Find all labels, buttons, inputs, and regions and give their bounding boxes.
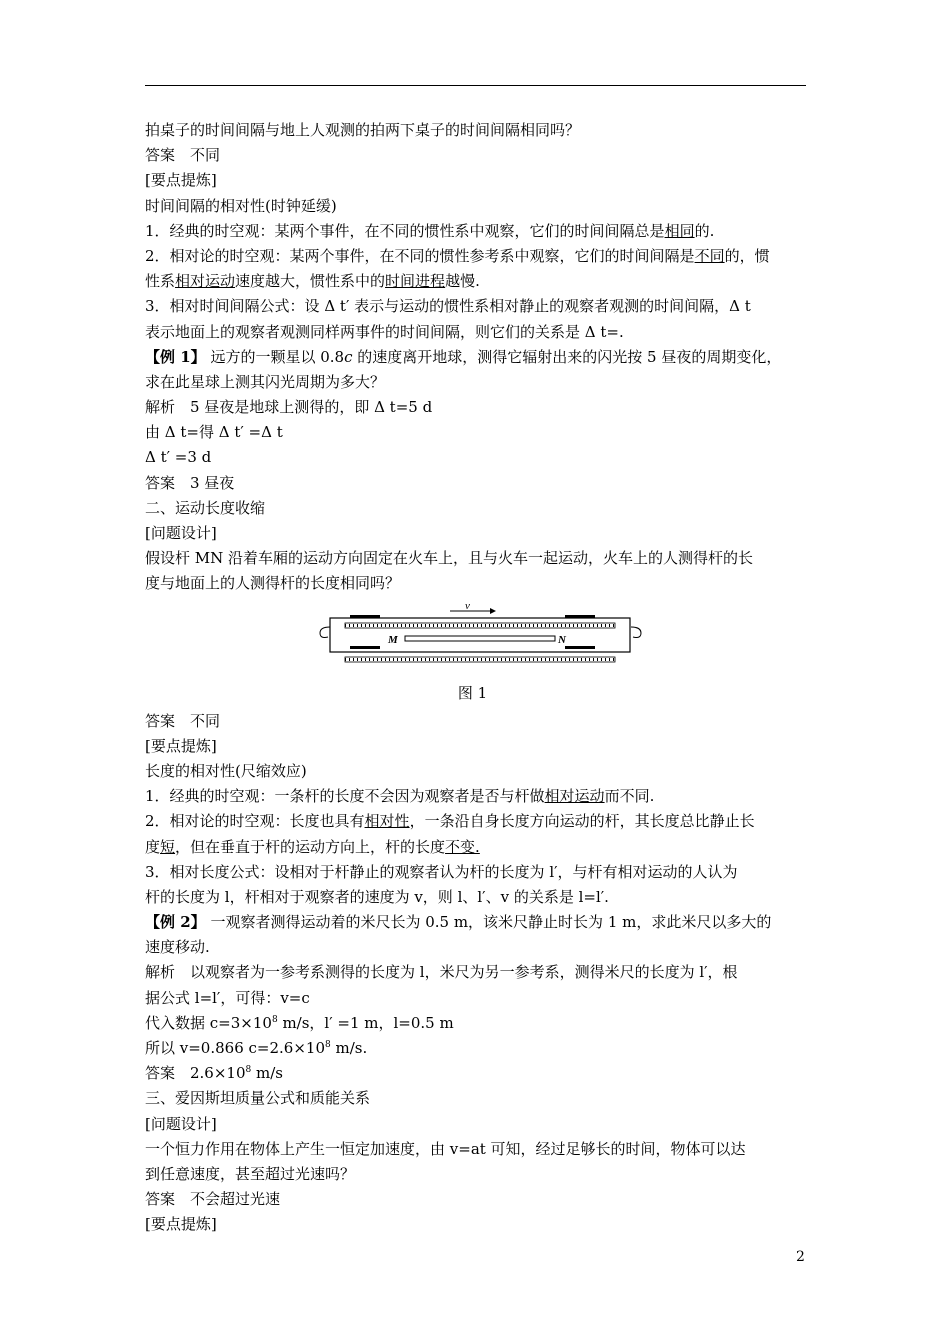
text-line: 求在此星球上测其闪光周期为多大？: [145, 372, 386, 391]
subheading: 时间间隔的相对性(时钟延缓): [145, 196, 337, 215]
right-hook: [631, 627, 641, 638]
figure-train: [145, 603, 810, 679]
page-content: [145, 118, 810, 1238]
roof-mark: [350, 615, 380, 618]
section-heading: 二、运动长度收缩: [145, 498, 266, 517]
answer-line: 答案 不同: [145, 146, 221, 165]
text-line: 一个恒力作用在物体上产生一恒定加速度，由 v=at 可知，经过足够长的时间，物体可以达: [145, 1139, 746, 1158]
text-line: 度与地面上的人测得杆的长度相同吗？: [145, 574, 401, 593]
answer-line: 答案 不会超过光速: [145, 1190, 281, 1209]
text-line: 表示地面上的观察者观测同样两事件的时间间隔，则它们的关系是 Δ t=.: [145, 322, 624, 341]
solution-line: 据公式 l=l′，可得：v=c: [145, 988, 310, 1007]
rod-mn: [405, 636, 555, 641]
text-line: 杆的长度为 l，杆相对于观察者的速度为 v，则 l、l′、v 的关系是 l=l′.: [145, 887, 609, 906]
example-line: 【例 2】 一观察者测得运动着的米尺长为 0.5 m，该米尺静止时长为 1 m，求此米尺以多大的: [145, 913, 772, 932]
answer-line: 答案 $2.6\times 10^8$ m/s: [145, 1064, 283, 1083]
text-line: 到任意速度，甚至超过光速吗？: [145, 1164, 356, 1183]
solution-line: 解析 以观察者为一参考系测得的长度为 l，米尺为另一参考系，测得米尺的长度为 l′，根: [145, 963, 738, 982]
answer-line: 答案 3 昼夜: [145, 473, 235, 492]
section-tag: [要点提炼]: [145, 736, 217, 755]
underlined-term: 不变.: [445, 837, 480, 856]
text-line: 速度移动.: [145, 938, 210, 957]
solution-line: 代入数据 $c=3\times 10^8$ m/s，l′ =1 m，l=0.5 m: [145, 1013, 454, 1032]
section-tag: [要点提炼]: [145, 1215, 217, 1234]
text-line: 2．相对论的时空观：某两个事件，在不同的惯性参考系中观察，它们的时间间隔是不同的，惯: [145, 246, 770, 265]
text-line: 性系相对运动速度越大，惯性系中的时间进程越慢.: [145, 272, 480, 291]
floor-mark: [350, 646, 380, 649]
text-line: 1．经典的时空观：某两个事件，在不同的惯性系中观察，它们的时间间隔总是相同的.: [145, 221, 715, 240]
text-line: 2．相对论的时空观：长度也具有相对性，一条沿自身长度方向运动的杆，其长度总比静止长: [145, 812, 755, 831]
example-tag: 【例 2】: [145, 913, 206, 932]
page-number: 2: [796, 1249, 805, 1265]
section-tag: [问题设计]: [145, 1114, 217, 1133]
text-line: 假设杆 MN 沿着车厢的运动方向固定在火车上，且与火车一起运动，火车上的人测得杆的长: [145, 549, 754, 568]
train-diagram: [315, 603, 645, 675]
underlined-term: 相对运动: [175, 272, 236, 291]
solution-line: Δ t′ =3 d: [145, 448, 212, 467]
underlined-term: 不同: [694, 246, 725, 265]
figure-caption: 图 1: [457, 683, 488, 702]
solution-line: 所以 v=0.866 $c=2.6\times 10^8$ m/s.: [145, 1039, 368, 1057]
arrow-head: [490, 608, 496, 614]
underlined-term: 相同: [664, 221, 695, 240]
label-m: M: [388, 633, 398, 646]
underlined-term: 相对运动: [544, 787, 605, 806]
underlined-term: 相对性: [364, 812, 410, 831]
text-line: 1．经典的时空观：一条杆的长度不会因为观察者是否与杆做相对运动而不同.: [145, 787, 655, 806]
header-rule: [145, 85, 806, 86]
velocity-label: v: [465, 602, 470, 612]
underlined-term: 时间进程: [385, 272, 446, 291]
solution-line: 由 Δ t=得 Δ t′ =Δ t: [145, 423, 283, 442]
answer-line: 答案 不同: [145, 711, 221, 730]
roof-mark: [565, 615, 595, 618]
text-line: 拍桌子的时间间隔与地上人观测的拍两下桌子的时间间隔相同吗？: [145, 121, 581, 139]
section-tag: [问题设计]: [145, 524, 217, 542]
left-hook: [320, 627, 330, 638]
subheading: 长度的相对性(尺缩效应): [145, 761, 307, 780]
example-line: 【例 1】 远方的一颗星以 0.8c 的速度离开地球，测得它辐射出来的闪光按 5 昼夜的周期变化，: [145, 347, 782, 366]
section-tag: [要点提炼]: [145, 171, 217, 190]
text-line: 度短，但在垂直于杆的运动方向上，杆的长度不变.: [145, 837, 480, 856]
underlined-term: 短: [160, 837, 176, 856]
example-tag: 【例 1】: [145, 347, 206, 366]
label-n: N: [558, 633, 566, 646]
text-line: 3．相对时间间隔公式：设 Δ t′ 表示与运动的惯性系相对静止的观察者观测的时间间隔，Δ t: [145, 297, 751, 316]
floor-mark: [565, 646, 595, 649]
section-heading: 三、爱因斯坦质量公式和质能关系: [145, 1089, 371, 1108]
text-line: 3．相对长度公式：设相对于杆静止的观察者认为杆的长度为 l′，与杆有相对运动的人认为: [145, 862, 738, 881]
solution-line: 解析 5 昼夜是地球上测得的，即 Δ t=5 d: [145, 398, 433, 417]
